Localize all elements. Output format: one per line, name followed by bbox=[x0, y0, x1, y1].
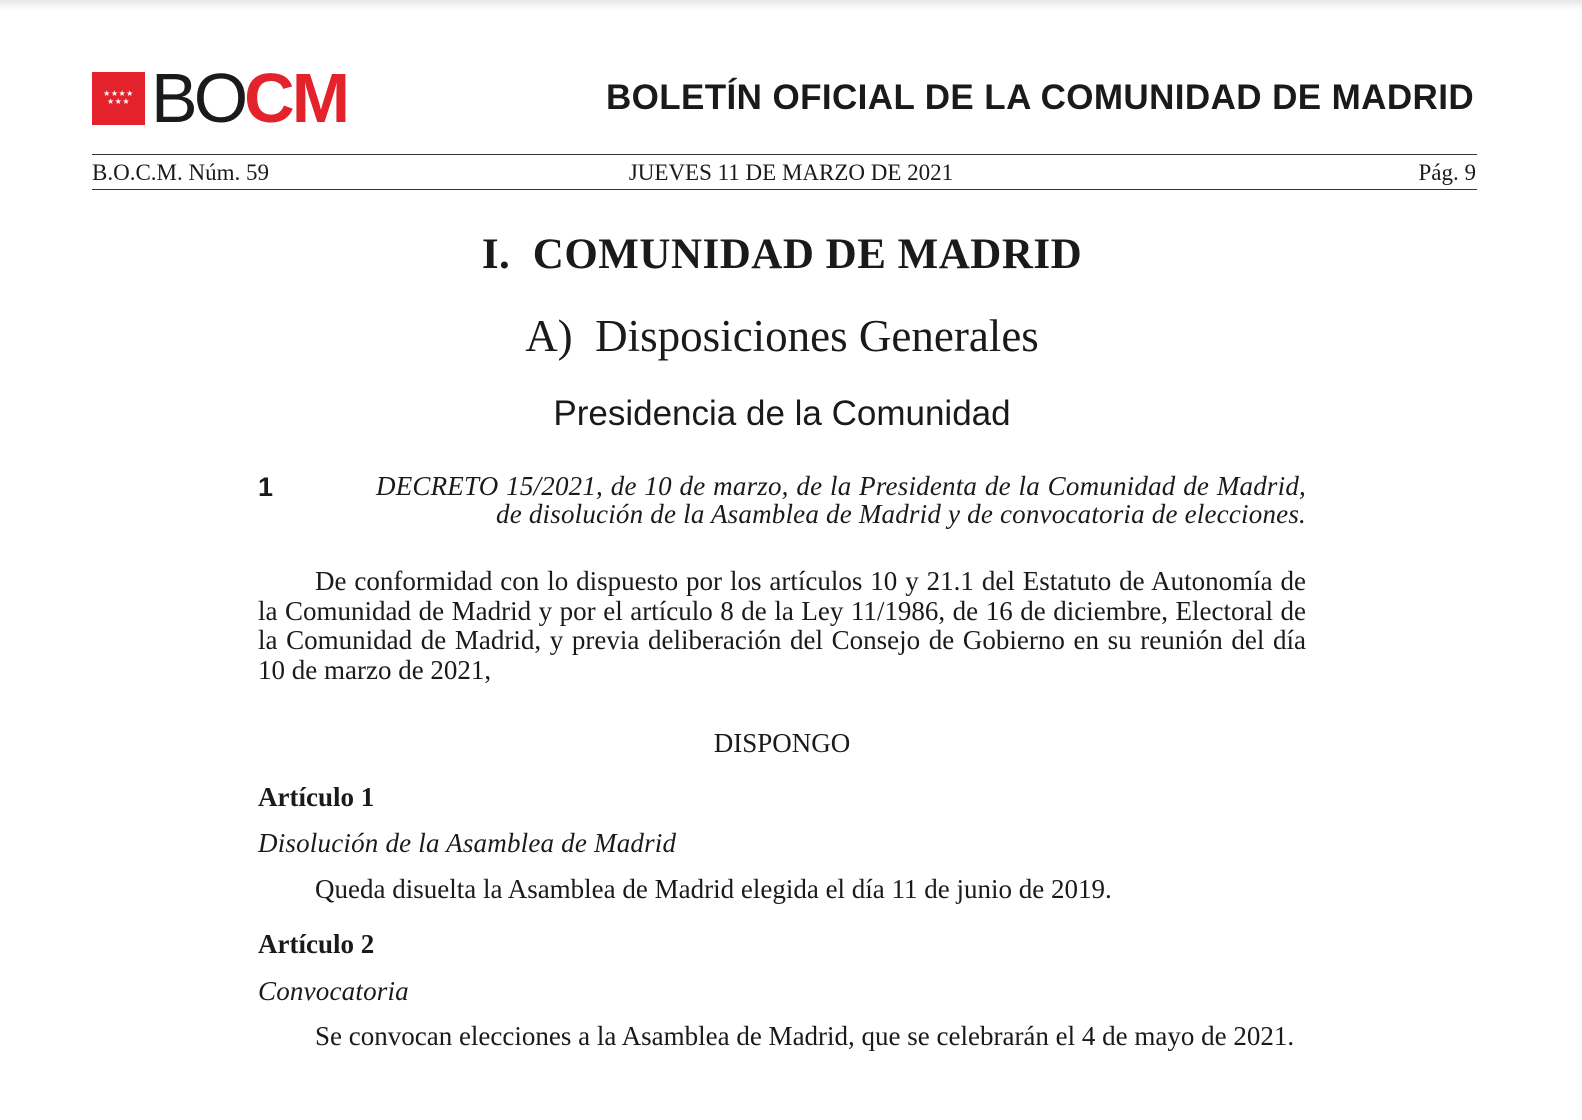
star-row: ★★★★ bbox=[103, 89, 134, 98]
masthead-title: BOLETÍN OFICIAL DE LA COMUNIDAD DE MADRID bbox=[605, 78, 1474, 117]
article-2-subtitle: Convocatoria bbox=[258, 976, 409, 1006]
madrid-flag-icon bbox=[92, 72, 145, 125]
subsection-heading: A) Disposiciones Generales bbox=[525, 311, 1039, 361]
logo-bo: BO bbox=[151, 59, 245, 137]
star-row: ★★★ bbox=[106, 97, 130, 106]
article-2-heading: Artículo 2 bbox=[258, 929, 375, 959]
intro-paragraph: De conformidad con lo dispuesto por los artículos 10 y 21.1 del Estatuto de Autonomía de la Comunidad de Madrid y por el artículo 8 de la Ley 11/1986, de 16 de diciembre, Electoral de la Comunidad de Madrid, y previa deliberación del Consejo de Gobierno en su reunión del día 10 de marzo de 2021, bbox=[258, 566, 1306, 685]
issue-number: B.O.C.M. Núm. 59 bbox=[92, 160, 269, 185]
decree-title: DECRETO 15/2021, de 10 de marzo, de la Presidenta de la Comunidad de Madrid, de disolución de la Asamblea de Madrid y de convocatoria de elecciones. bbox=[376, 471, 1306, 529]
logo-cm: CM bbox=[244, 59, 348, 137]
article-1-heading: Artículo 1 bbox=[258, 782, 375, 812]
logo-wordmark bbox=[151, 59, 348, 137]
article-2-text: Se convocan elecciones a la Asamblea de Madrid, que se celebrarán el 4 de mayo de 2021. bbox=[315, 1021, 1295, 1051]
header-rule-top bbox=[92, 154, 1477, 155]
issue-date: JUEVES 11 DE MARZO DE 2021 bbox=[628, 160, 954, 185]
top-shade bbox=[0, 0, 1582, 10]
stars-icon bbox=[92, 72, 145, 125]
decree-number: 1 bbox=[258, 472, 274, 502]
article-1-text: Queda disuelta la Asamblea de Madrid elegida el día 11 de junio de 2019. bbox=[315, 874, 1112, 904]
section-heading: I. COMUNIDAD DE MADRID bbox=[481, 231, 1083, 278]
page-number: Pág. 9 bbox=[1418, 160, 1476, 185]
department-heading: Presidencia de la Comunidad bbox=[553, 394, 1011, 433]
bocm-logo bbox=[92, 59, 348, 137]
dispongo-heading: DISPONGO bbox=[713, 728, 851, 758]
header-rule-bottom bbox=[92, 189, 1477, 190]
article-1-subtitle: Disolución de la Asamblea de Madrid bbox=[258, 828, 677, 858]
